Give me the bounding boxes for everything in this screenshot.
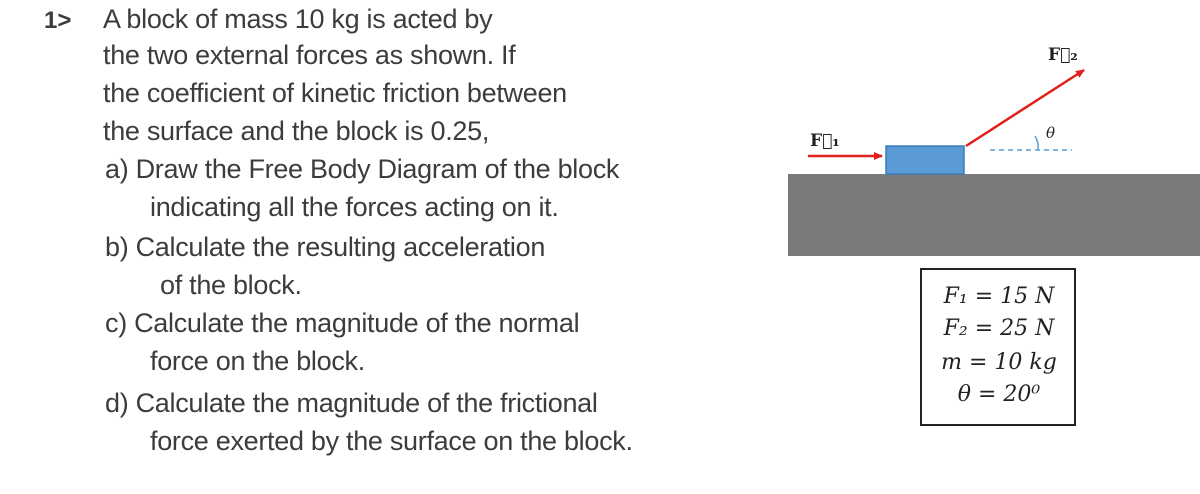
problem-line-4: the surface and the block is 0.25,	[103, 116, 490, 146]
force-f2-label: F⃗₂	[1048, 45, 1078, 65]
problem-number: 1>	[44, 7, 72, 34]
angle-arc	[1035, 136, 1038, 150]
part-c-continued: force on the block.	[150, 346, 365, 376]
force-diagram	[760, 0, 1200, 494]
problem-line-3: the coefficient of kinetic friction between	[103, 78, 567, 108]
given-theta: θ = 20⁰	[957, 382, 1041, 407]
block	[886, 146, 964, 174]
part-c-label: c) Calculate the magnitude of the normal	[105, 308, 580, 338]
given-mass: m = 10 kg	[941, 350, 1057, 375]
ground-surface	[788, 174, 1200, 256]
given-values-box	[920, 268, 1076, 426]
given-f2: F₂ = 25 N	[943, 316, 1055, 341]
problem-line-2: the two external forces as shown. If	[103, 40, 516, 70]
theta-label: θ	[1046, 124, 1056, 142]
given-f1: F₁ = 15 N	[943, 284, 1055, 309]
part-b-continued: of the block.	[160, 270, 302, 300]
problem-line-1: A block of mass 10 kg is acted by	[103, 4, 493, 34]
part-d-continued: force exerted by the surface on the block.	[150, 426, 633, 456]
part-d-label: d) Calculate the magnitude of the frictional	[105, 388, 598, 418]
part-a-continued: indicating all the forces acting on it.	[150, 192, 559, 222]
force-f2-arrow	[966, 70, 1084, 146]
part-b-label: b) Calculate the resulting acceleration	[105, 232, 546, 262]
part-a-label: a) Draw the Free Body Diagram of the block	[105, 154, 620, 184]
force-f1-label: F⃗₁	[810, 131, 840, 151]
